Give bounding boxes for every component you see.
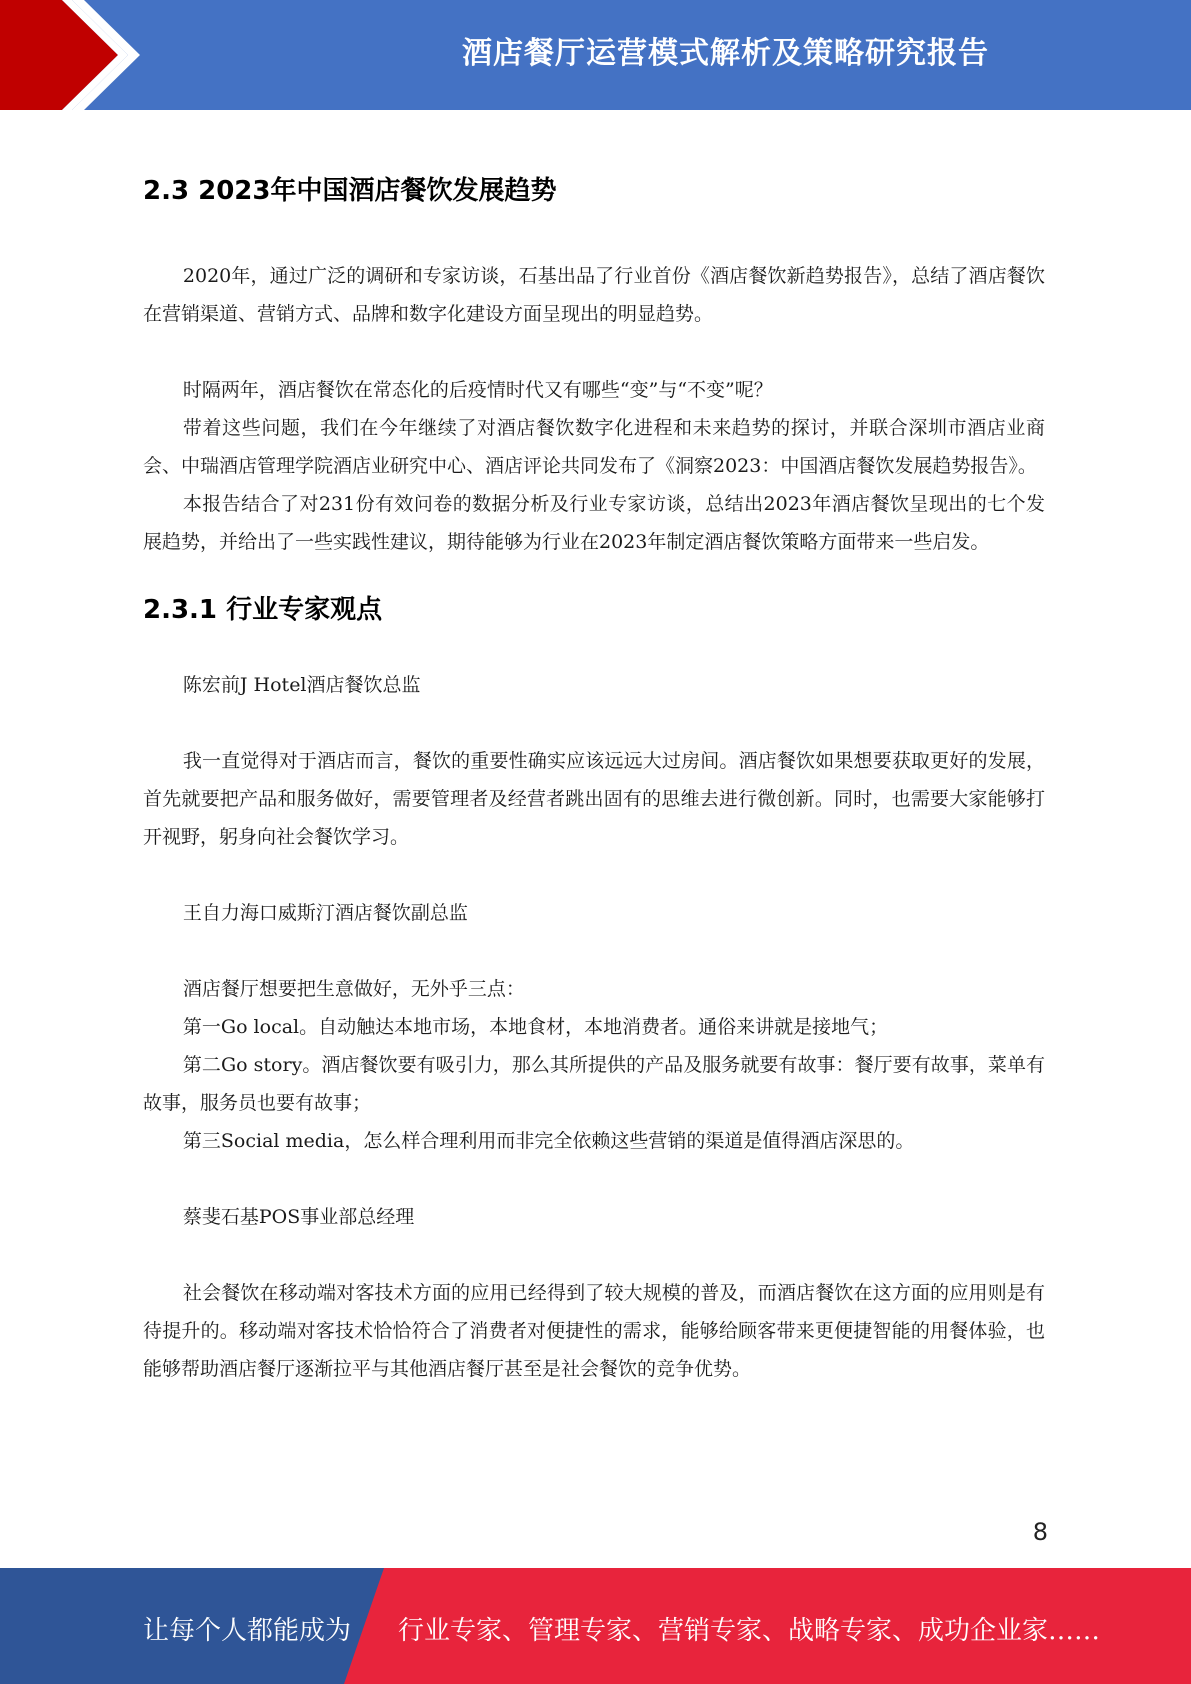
expert-quote-2-point-2: 第二Go story。酒店餐饮要有吸引力，那么其所提供的产品及服务就要有故事：餐厅要有故事，菜单有故事，服务员也要有故事； (143, 1054, 1045, 1114)
main-content (143, 170, 1045, 1388)
footer-slogan-right: 行业专家、管理专家、营销专家、战略专家、成功企业家…… (398, 1616, 1101, 1646)
header-title: 酒店餐厅运营模式解析及策略研究报告 (462, 36, 989, 71)
footer-slogan-left: 让每个人都能成为 (143, 1616, 352, 1646)
paragraph-collaboration: 带着这些问题，我们在今年继续了对酒店餐饮数字化进程和未来趋势的探讨，并联合深圳市酒店业商会、中瑞酒店管理学院酒店业研究中心、酒店评论共同发布了《洞察2023：中国酒店餐饮发展趋势报告》。 (143, 417, 1045, 477)
expert-name-3: 蔡斐石基POS事业部总经理 (182, 1206, 415, 1228)
paragraph-intro: 2020年，通过广泛的调研和专家访谈，石基出品了行业首份《酒店餐饮新趋势报告》，总结了酒店餐饮在营销渠道、营销方式、品牌和数字化建设方面呈现出的明显趋势。 (143, 265, 1045, 325)
subsection-title: 2.3.1 行业专家观点 (143, 595, 383, 625)
page-header (0, 0, 1191, 110)
expert-quote-1: 我一直觉得对于酒店而言，餐饮的重要性确实应该远远大过房间。酒店餐饮如果想要获取更好的发展，首先就要把产品和服务做好，需要管理者及经营者跳出固有的思维去进行微创新。同时，也需要大家能够打开视野，躬身向社会餐饮学习。 (143, 750, 1045, 848)
expert-name-2: 王自力海口威斯汀酒店餐饮副总监 (182, 902, 468, 924)
expert-quote-2-point-1: 第一Go local。自动触达本地市场，本地食材，本地消费者。通俗来讲就是接地气； (182, 1016, 889, 1038)
expert-quote-2-intro: 酒店餐厅想要把生意做好，无外乎三点： (182, 978, 525, 1000)
expert-quote-2-point-3: 第三Social media，怎么样合理利用而非完全依赖这些营销的渠道是值得酒店深思的。 (182, 1130, 915, 1152)
expert-quote-3: 社会餐饮在移动端对客技术方面的应用已经得到了较大规模的普及，而酒店餐饮在这方面的应用则是有待提升的。移动端对客技术恰恰符合了消费者对便捷性的需求，能够给顾客带来更便捷智能的用餐体验，也能够帮助酒店餐厅逐渐拉平与其他酒店餐厅甚至是社会餐饮的竞争优势。 (143, 1282, 1045, 1380)
paragraph-question: 时隔两年，酒店餐饮在常态化的后疫情时代又有哪些“变”与“不变”呢？ (182, 379, 773, 401)
paragraph-summary: 本报告结合了对231份有效问卷的数据分析及行业专家访谈，总结出2023年酒店餐饮呈现出的七个发展趋势，并给出了一些实践性建议，期待能够为行业在2023年制定酒店餐饮策略方面带来一些启发。 (143, 493, 1045, 553)
page-footer (0, 1568, 1191, 1684)
page-number: 8 (1032, 1518, 1048, 1546)
section-title: 2.3 2023年中国酒店餐饮发展趋势 (143, 176, 557, 206)
expert-name-1: 陈宏前J Hotel酒店餐饮总监 (182, 674, 421, 696)
